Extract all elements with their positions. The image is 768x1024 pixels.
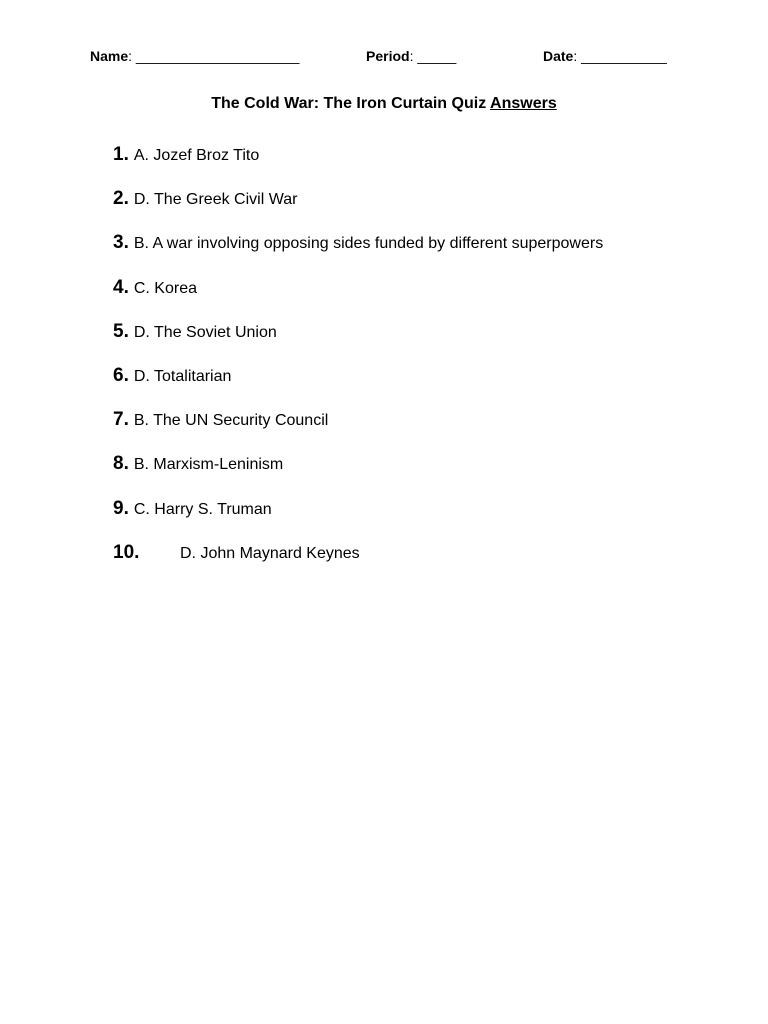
answer-number: 6. — [113, 364, 129, 386]
answer-number: 9. — [113, 497, 129, 519]
answer-number: 1. — [113, 144, 129, 165]
answer-number: 4. — [113, 276, 129, 298]
answer-item — [113, 143, 753, 187]
answer-number: 2. — [113, 188, 129, 210]
answer-number: 7. — [113, 409, 129, 431]
answer-item — [113, 408, 753, 452]
answer-text: B. Marxism-Leninism — [133, 456, 284, 474]
answer-item — [113, 541, 753, 585]
answer-item — [113, 452, 753, 496]
answer-number: 10. — [113, 541, 140, 563]
answer-text: D. The Greek Civil War — [133, 191, 298, 209]
answer-number: 8. — [113, 453, 129, 475]
answer-text: B. The UN Security Council — [133, 412, 329, 430]
answer-text: B. A war involving opposing sides funded by different superpowers — [133, 235, 604, 253]
name-blank: : _____________________ — [128, 48, 300, 64]
title-main: The Cold War: The Iron Curtain Quiz — [211, 95, 491, 112]
answer-text: C. Harry S. Truman — [133, 500, 272, 518]
period-blank: : _____ — [409, 48, 457, 64]
answer-number: 5. — [113, 320, 129, 342]
answer-list — [113, 143, 753, 585]
answer-item — [113, 231, 753, 275]
answer-text: D. The Soviet Union — [133, 323, 277, 341]
name-field — [90, 47, 299, 65]
answer-number: 3. — [113, 232, 129, 254]
answer-item — [113, 187, 753, 231]
page-title — [0, 94, 768, 114]
answer-text: A. Jozef Broz Tito — [133, 147, 260, 164]
answer-text: D. John Maynard Keynes — [180, 544, 360, 562]
date-blank: : ___________ — [573, 48, 667, 64]
answer-item — [113, 320, 753, 364]
answer-item — [113, 276, 753, 320]
period-label: Period — [366, 48, 410, 64]
period-field — [366, 47, 456, 65]
name-label: Name — [90, 48, 129, 64]
answer-text: D. Totalitarian — [133, 367, 232, 385]
date-field — [543, 47, 667, 65]
answer-item — [113, 497, 753, 541]
header-fields — [0, 47, 768, 67]
answer-text: C. Korea — [133, 279, 197, 297]
title-answers: Answers — [490, 95, 557, 112]
answer-item — [113, 364, 753, 408]
date-label: Date — [543, 48, 574, 64]
